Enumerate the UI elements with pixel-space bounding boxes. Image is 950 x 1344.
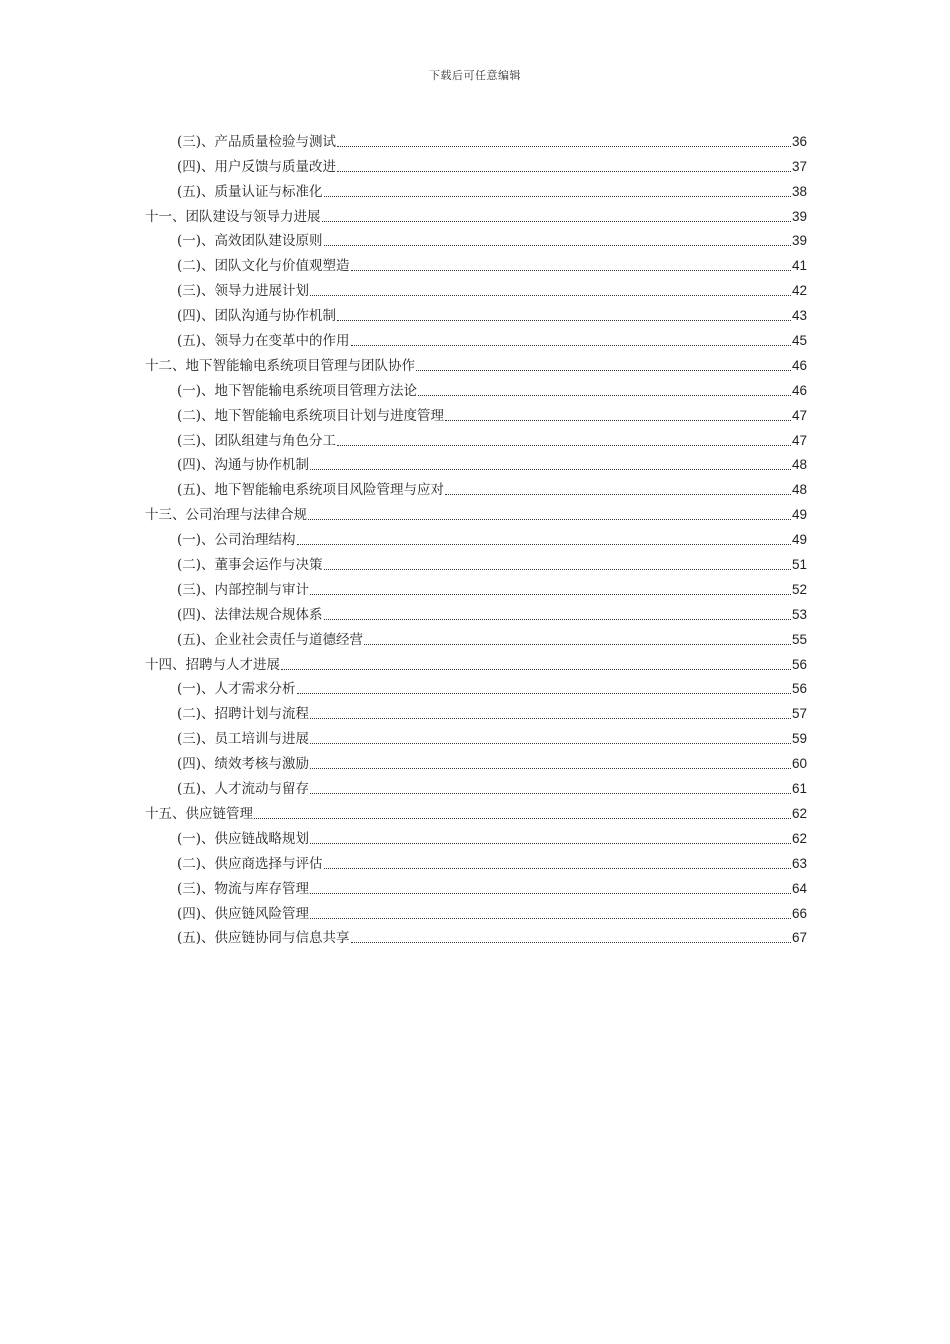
toc-entry-page-number: 61 bbox=[791, 781, 807, 797]
toc-entry-page-number: 59 bbox=[791, 731, 807, 747]
toc-section-entry[interactable] bbox=[145, 474, 807, 499]
toc-entry-label: (五)、质量认证与标准化 bbox=[177, 183, 323, 200]
toc-entry-page-number: 52 bbox=[791, 581, 807, 597]
toc-entry-page-number: 48 bbox=[791, 457, 807, 473]
toc-entry-label: (三)、内部控制与审计 bbox=[177, 581, 310, 598]
toc-section-entry[interactable] bbox=[145, 723, 807, 748]
toc-dot-leader bbox=[364, 643, 791, 645]
toc-entry-label: (四)、用户反馈与质量改进 bbox=[177, 158, 337, 175]
toc-entry-label: (二)、供应商选择与评估 bbox=[177, 855, 323, 872]
toc-entry-page-number: 53 bbox=[791, 606, 807, 622]
toc-entry-page-number: 56 bbox=[791, 656, 807, 672]
toc-entry-page-number: 47 bbox=[791, 407, 807, 423]
toc-entry-label: (四)、供应链风险管理 bbox=[177, 905, 310, 922]
toc-dot-leader bbox=[418, 394, 791, 396]
toc-dot-leader bbox=[351, 941, 791, 943]
toc-entry-label: (二)、团队文化与价值观塑造 bbox=[177, 258, 350, 275]
toc-section-entry[interactable] bbox=[145, 375, 807, 400]
toc-entry-page-number: 62 bbox=[791, 830, 807, 846]
toc-chapter-entry[interactable] bbox=[145, 499, 807, 524]
toc-dot-leader bbox=[351, 344, 791, 346]
toc-entry-label: 十三、公司治理与法律合规 bbox=[145, 507, 307, 524]
toc-entry-page-number: 39 bbox=[791, 208, 807, 224]
toc-section-entry[interactable] bbox=[145, 574, 807, 599]
toc-entry-label: (四)、沟通与协作机制 bbox=[177, 457, 310, 474]
toc-entry-label: (三)、领导力进展计划 bbox=[177, 283, 310, 300]
toc-section-entry[interactable] bbox=[145, 226, 807, 251]
toc-chapter-entry[interactable] bbox=[145, 201, 807, 226]
toc-entry-label: (一)、地下智能输电系统项目管理方法论 bbox=[177, 382, 418, 399]
toc-entry-label: (一)、高效团队建设原则 bbox=[177, 233, 323, 250]
toc-section-entry[interactable] bbox=[145, 848, 807, 873]
toc-entry-label: (三)、物流与库存管理 bbox=[177, 880, 310, 897]
toc-section-entry[interactable] bbox=[145, 450, 807, 475]
toc-dot-leader bbox=[322, 220, 791, 222]
toc-entry-page-number: 47 bbox=[791, 432, 807, 448]
toc-entry-page-number: 63 bbox=[791, 855, 807, 871]
toc-entry-page-number: 45 bbox=[791, 333, 807, 349]
toc-dot-leader bbox=[310, 767, 791, 769]
toc-dot-leader bbox=[337, 444, 791, 446]
toc-entry-page-number: 37 bbox=[791, 158, 807, 174]
toc-dot-leader bbox=[310, 742, 791, 744]
toc-dot-leader bbox=[337, 145, 791, 147]
toc-section-entry[interactable] bbox=[145, 873, 807, 898]
toc-entry-page-number: 49 bbox=[791, 532, 807, 548]
toc-dot-leader bbox=[310, 917, 791, 919]
toc-entry-label: (五)、供应链协同与信息共享 bbox=[177, 930, 350, 947]
toc-section-entry[interactable] bbox=[145, 400, 807, 425]
toc-dot-leader bbox=[324, 568, 791, 570]
toc-dot-leader bbox=[310, 294, 791, 296]
toc-chapter-entry[interactable] bbox=[145, 798, 807, 823]
toc-entry-label: (五)、人才流动与留存 bbox=[177, 781, 310, 798]
toc-entry-label: (三)、员工培训与进展 bbox=[177, 731, 310, 748]
toc-entry-label: (一)、人才需求分析 bbox=[177, 681, 296, 698]
toc-entry-page-number: 60 bbox=[791, 756, 807, 772]
toc-entry-page-number: 62 bbox=[791, 805, 807, 821]
toc-dot-leader bbox=[310, 792, 791, 794]
toc-dot-leader bbox=[254, 817, 791, 819]
toc-section-entry[interactable] bbox=[145, 176, 807, 201]
toc-entry-page-number: 38 bbox=[791, 183, 807, 199]
toc-entry-page-number: 36 bbox=[791, 133, 807, 149]
toc-entry-label: (二)、招聘计划与流程 bbox=[177, 706, 310, 723]
toc-dot-leader bbox=[281, 668, 791, 670]
toc-entry-label: (四)、法律法规合规体系 bbox=[177, 606, 323, 623]
toc-section-entry[interactable] bbox=[145, 624, 807, 649]
toc-entry-label: (一)、供应链战略规划 bbox=[177, 830, 310, 847]
toc-dot-leader bbox=[297, 692, 791, 694]
toc-dot-leader bbox=[324, 618, 791, 620]
toc-dot-leader bbox=[310, 468, 791, 470]
toc-section-entry[interactable] bbox=[145, 300, 807, 325]
toc-section-entry[interactable] bbox=[145, 151, 807, 176]
toc-entry-page-number: 55 bbox=[791, 631, 807, 647]
toc-entry-page-number: 39 bbox=[791, 233, 807, 249]
toc-entry-page-number: 67 bbox=[791, 930, 807, 946]
toc-dot-leader bbox=[310, 717, 791, 719]
toc-section-entry[interactable] bbox=[145, 275, 807, 300]
toc-entry-label: 十一、团队建设与领导力进展 bbox=[145, 208, 321, 225]
toc-section-entry[interactable] bbox=[145, 923, 807, 948]
toc-entry-page-number: 51 bbox=[791, 557, 807, 573]
toc-dot-leader bbox=[337, 170, 791, 172]
toc-section-entry[interactable] bbox=[145, 425, 807, 450]
toc-entry-label: (四)、绩效考核与激励 bbox=[177, 756, 310, 773]
toc-entry-page-number: 64 bbox=[791, 880, 807, 896]
toc-entry-label: (五)、企业社会责任与道德经营 bbox=[177, 631, 364, 648]
toc-section-entry[interactable] bbox=[145, 325, 807, 350]
toc-dot-leader bbox=[308, 518, 791, 520]
toc-dot-leader bbox=[445, 493, 791, 495]
toc-chapter-entry[interactable] bbox=[145, 350, 807, 375]
toc-section-entry[interactable] bbox=[145, 674, 807, 699]
toc-entry-label: (五)、地下智能输电系统项目风险管理与应对 bbox=[177, 482, 445, 499]
toc-section-entry[interactable] bbox=[145, 250, 807, 275]
toc-dot-leader bbox=[324, 867, 791, 869]
toc-entry-page-number: 48 bbox=[791, 482, 807, 498]
toc-chapter-entry[interactable] bbox=[145, 649, 807, 674]
toc-section-entry[interactable] bbox=[145, 898, 807, 923]
toc-entry-page-number: 43 bbox=[791, 308, 807, 324]
toc-section-entry[interactable] bbox=[145, 698, 807, 723]
toc-entry-page-number: 57 bbox=[791, 706, 807, 722]
toc-section-entry[interactable] bbox=[145, 748, 807, 773]
toc-section-entry[interactable] bbox=[145, 549, 807, 574]
table-of-contents bbox=[145, 126, 807, 947]
toc-dot-leader bbox=[324, 244, 791, 246]
toc-entry-page-number: 42 bbox=[791, 283, 807, 299]
toc-entry-label: 十五、供应链管理 bbox=[145, 805, 253, 822]
toc-dot-leader bbox=[310, 892, 791, 894]
toc-entry-label: (二)、地下智能输电系统项目计划与进度管理 bbox=[177, 407, 445, 424]
toc-entry-page-number: 46 bbox=[791, 382, 807, 398]
toc-entry-page-number: 66 bbox=[791, 905, 807, 921]
toc-dot-leader bbox=[310, 593, 791, 595]
toc-dot-leader bbox=[445, 419, 791, 421]
toc-dot-leader bbox=[416, 369, 791, 371]
toc-entry-page-number: 46 bbox=[791, 357, 807, 373]
toc-entry-label: 十二、地下智能输电系统项目管理与团队协作 bbox=[145, 357, 415, 374]
toc-entry-label: (四)、团队沟通与协作机制 bbox=[177, 308, 337, 325]
toc-entry-label: 十四、招聘与人才进展 bbox=[145, 656, 280, 673]
toc-dot-leader bbox=[310, 842, 791, 844]
page-header: 下载后可任意编辑 bbox=[429, 69, 521, 82]
toc-entry-label: (三)、团队组建与角色分工 bbox=[177, 432, 337, 449]
toc-dot-leader bbox=[297, 543, 791, 545]
toc-dot-leader bbox=[337, 319, 791, 321]
toc-section-entry[interactable] bbox=[145, 599, 807, 624]
toc-dot-leader bbox=[324, 195, 791, 197]
toc-entry-page-number: 41 bbox=[791, 258, 807, 274]
toc-entry-label: (五)、领导力在变革中的作用 bbox=[177, 333, 350, 350]
toc-section-entry[interactable] bbox=[145, 823, 807, 848]
toc-section-entry[interactable] bbox=[145, 524, 807, 549]
toc-entry-page-number: 49 bbox=[791, 507, 807, 523]
toc-entry-label: (一)、公司治理结构 bbox=[177, 532, 296, 549]
toc-entry-label: (二)、董事会运作与决策 bbox=[177, 557, 323, 574]
toc-section-entry[interactable] bbox=[145, 126, 807, 151]
toc-entry-label: (三)、产品质量检验与测试 bbox=[177, 133, 337, 150]
toc-entry-page-number: 56 bbox=[791, 681, 807, 697]
toc-section-entry[interactable] bbox=[145, 773, 807, 798]
toc-dot-leader bbox=[351, 269, 791, 271]
